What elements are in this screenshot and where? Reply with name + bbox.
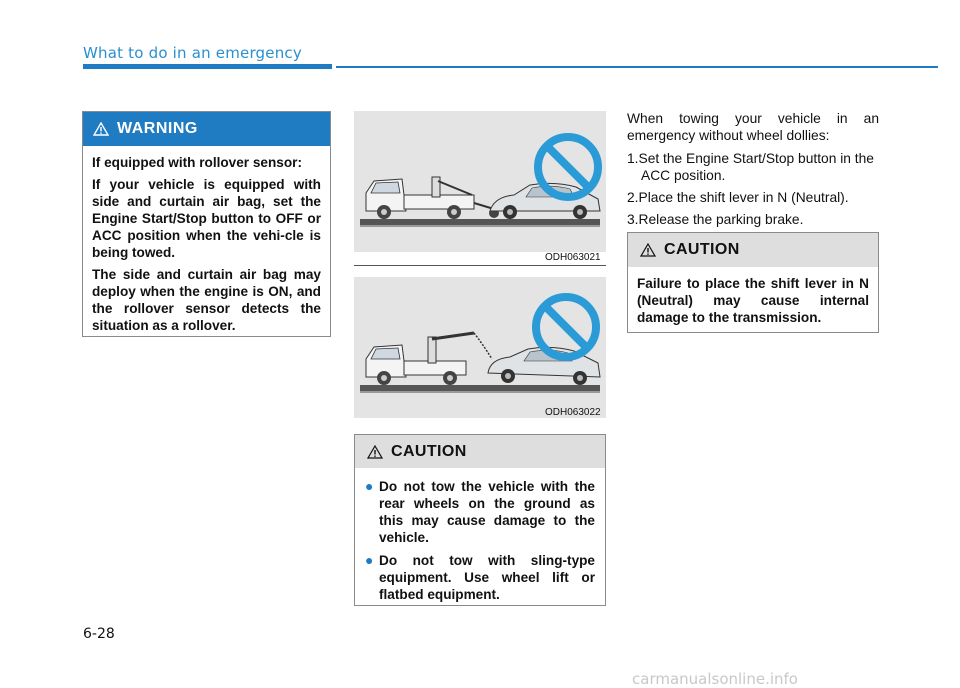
caution-text: Failure to place the shift lever in N (Neutral) may cause internal damage to the transmission. <box>637 276 869 325</box>
warning-paragraph: If your vehicle is equipped with side and curtain air bag, set the Engine Start/Stop button to OFF or ACC position when the vehi-cle is being towed. <box>92 177 321 260</box>
list-item <box>365 552 595 603</box>
caution-list <box>355 468 605 603</box>
caution-header <box>355 435 605 468</box>
figure-tow-sling <box>354 277 606 418</box>
caution-triangle-icon <box>640 243 656 257</box>
steps-list <box>627 150 882 233</box>
caution-body <box>628 267 878 326</box>
figure-tow-wheel-lift <box>354 111 606 252</box>
list-item <box>365 478 595 546</box>
step-item: 2.Place the shift lever in N (Neutral). <box>627 190 849 205</box>
step-item: 3.Release the parking brake. <box>627 212 804 227</box>
step-item: 1.Set the Engine Start/Stop button in the ACC position. <box>627 151 874 183</box>
header-rule-thick <box>83 64 332 69</box>
warning-box <box>82 111 331 337</box>
intro-paragraph <box>627 110 879 144</box>
header-rule-thin <box>336 66 938 68</box>
caution-box-towing <box>354 434 606 606</box>
caution-box-transmission <box>627 232 879 333</box>
watermark[interactable]: carmanualsonline.info <box>632 670 798 688</box>
prohibited-icon <box>536 297 596 357</box>
intro-text: When towing your vehicle in an emergency without wheel dollies: <box>627 111 879 143</box>
bullet-icon: ● <box>365 552 374 568</box>
page-number: 6-28 <box>83 626 115 642</box>
list-item-text: Do not tow the vehicle with the rear wheels on the ground as this may cause damage to the vehicle. <box>379 479 595 545</box>
caution-title: CAUTION <box>664 241 740 258</box>
bullet-icon: ● <box>365 478 374 494</box>
warning-paragraph: If equipped with rollover sensor: <box>92 155 302 170</box>
section-title: What to do in an emergency <box>83 44 302 62</box>
warning-triangle-icon <box>93 122 109 136</box>
warning-title: WARNING <box>117 120 198 137</box>
caution-triangle-icon <box>367 445 383 459</box>
figure-divider <box>354 265 606 266</box>
warning-paragraph: The side and curtain air bag may deploy when the engine is ON, and the rollover sensor detects the situation as a rollover. <box>92 267 321 333</box>
caution-title: CAUTION <box>391 442 467 460</box>
caution-header <box>628 233 878 267</box>
list-item-text: Do not tow with sling-type equipment. Use wheel lift or flatbed equipment. <box>379 553 595 602</box>
warning-header <box>83 112 330 146</box>
figure-code: ODH063021 <box>545 252 601 263</box>
figure-code: ODH063022 <box>545 407 601 418</box>
warning-body <box>83 146 330 334</box>
